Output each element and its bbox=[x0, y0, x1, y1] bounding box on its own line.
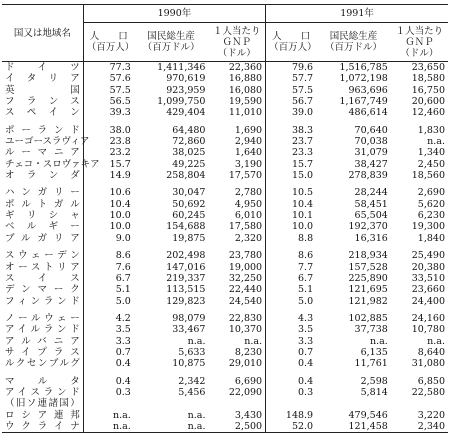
table-row bbox=[2, 181, 448, 198]
per-capita-1991-cell: 33,510 bbox=[411, 272, 445, 284]
population-1990-cell: 5.0 bbox=[115, 295, 131, 307]
table-row bbox=[2, 324, 448, 335]
table-body bbox=[2, 62, 448, 433]
per-capita-1990-cell: 8,230 bbox=[208, 347, 265, 358]
table-row bbox=[2, 307, 448, 324]
per-capita-1990-cell: 17,570 bbox=[208, 170, 265, 181]
population-1991-cell: 4.3 bbox=[298, 312, 314, 324]
table-row bbox=[2, 262, 448, 273]
country-name: チェコ・スロヴァキア bbox=[2, 159, 83, 170]
gnp-1991-cell: 963,696 bbox=[348, 84, 388, 96]
per-capita-1991-cell: 20,380 bbox=[411, 261, 445, 273]
population-1991-cell: 6.7 bbox=[298, 272, 314, 284]
per-capita-1990-cell: 11,010 bbox=[208, 107, 265, 118]
country-name: ロシア連邦 bbox=[2, 410, 83, 421]
gnp-1990-cell: 129,823 bbox=[166, 295, 206, 307]
gnp-1991-cell: 192,370 bbox=[348, 221, 388, 233]
country-name: サイプラス bbox=[2, 347, 83, 358]
table-row bbox=[2, 273, 448, 284]
population-1991-header: 人 口 （百万人） bbox=[266, 23, 317, 62]
gnp-1990-cell: 30,047 bbox=[172, 187, 206, 199]
per-capita-1990-cell: n.a. bbox=[208, 336, 265, 347]
table-row bbox=[2, 358, 448, 369]
country-name: スペイン bbox=[2, 107, 83, 118]
gnp-1990-cell: 202,498 bbox=[166, 250, 206, 262]
gnp-1990-cell: 113,515 bbox=[166, 284, 206, 296]
gnp-1990-cell: 64,480 bbox=[172, 124, 206, 136]
table-row bbox=[2, 347, 448, 358]
per-capita-1991-cell: 10,780 bbox=[411, 324, 445, 336]
population-1990-cell: 56.5 bbox=[109, 96, 131, 108]
table-row bbox=[2, 73, 448, 84]
table-row bbox=[2, 199, 448, 210]
gnp-1991-cell: 38,427 bbox=[354, 158, 388, 170]
population-1991-cell: 57.7 bbox=[291, 73, 314, 85]
gnp-1991-cell: 278,839 bbox=[348, 170, 388, 182]
per-capita-1990-cell: 3,430 bbox=[208, 410, 265, 421]
per-capita-1991-cell: 18,580 bbox=[411, 73, 445, 85]
country-name: オーストリア bbox=[2, 262, 83, 273]
year-1990-header: 1990年 bbox=[83, 5, 265, 23]
table-row bbox=[2, 336, 448, 347]
gnp-1990-cell: n.a. bbox=[187, 420, 206, 432]
gnp-1990-cell bbox=[134, 398, 209, 409]
per-capita-1991-cell: 23,660 bbox=[411, 284, 445, 296]
per-capita-1990-cell: 2,940 bbox=[208, 136, 265, 147]
population-1990-cell: 3.3 bbox=[115, 335, 131, 347]
per-capita-1990-cell: 1,690 bbox=[208, 119, 265, 136]
table-row bbox=[2, 296, 448, 307]
per-capita-1991-cell: 19,300 bbox=[411, 221, 445, 233]
country-name: ブルガリア bbox=[2, 233, 83, 244]
population-1990-cell: 0.4 bbox=[115, 358, 131, 370]
population-1991-cell: 23.3 bbox=[291, 147, 314, 159]
gnp-1991-cell: 58,451 bbox=[354, 198, 388, 210]
gnp-1991-cell: 37,738 bbox=[354, 324, 388, 336]
country-name: ベルギー bbox=[2, 221, 83, 232]
population-1990-cell: 9.0 bbox=[115, 232, 131, 244]
gnp-1991-cell bbox=[316, 398, 391, 409]
table-row bbox=[2, 85, 448, 96]
gnp-1991-cell: 1,072,198 bbox=[339, 73, 388, 85]
population-1990-cell: 77.3 bbox=[109, 62, 131, 73]
year-1991-header: 1991年 bbox=[266, 5, 448, 23]
per-capita-1990-cell: 19,590 bbox=[208, 96, 265, 107]
gnp-1991-cell: 1,516,785 bbox=[339, 62, 388, 73]
gnp-1991-cell: 486,614 bbox=[348, 107, 388, 119]
country-name: （旧ソ連諸国） bbox=[2, 398, 83, 409]
population-1991-cell: 15.7 bbox=[291, 158, 314, 170]
per-capita-1990-cell: 10,370 bbox=[208, 324, 265, 335]
country-name: デンマーク bbox=[2, 284, 83, 295]
gnp-1990-cell: 154,688 bbox=[166, 221, 206, 233]
population-1991-cell: 56.7 bbox=[291, 96, 314, 108]
per-capita-1990-cell: 2,500 bbox=[208, 421, 265, 433]
per-capita-1990-cell: 1,640 bbox=[208, 147, 265, 158]
gnp-1991-cell: 1,167,749 bbox=[339, 96, 388, 108]
population-1990-cell: 39.3 bbox=[109, 107, 131, 119]
country-name: ポルトガル bbox=[2, 199, 83, 210]
per-capita-1990-cell: 3,190 bbox=[208, 159, 265, 170]
gnp-1991-header: 国民総生産 （百万ドル） bbox=[316, 23, 391, 62]
population-1990-cell: 10.0 bbox=[109, 221, 131, 233]
gnp-1990-cell: 5,456 bbox=[178, 386, 206, 398]
population-1990-cell: 10.6 bbox=[109, 187, 131, 199]
per-capita-1991-cell: 12,460 bbox=[411, 107, 445, 119]
population-1990-cell: 57.5 bbox=[109, 84, 131, 96]
table-row bbox=[2, 210, 448, 221]
population-1990-cell: 4.2 bbox=[115, 312, 131, 324]
country-name: ギリシャ bbox=[2, 210, 83, 221]
per-capita-1991-cell: 2,450 bbox=[417, 158, 445, 170]
gnp-1991-cell: 121,982 bbox=[348, 295, 388, 307]
per-capita-1990-cell: 23,780 bbox=[208, 244, 265, 261]
table-row bbox=[2, 398, 448, 409]
table-row bbox=[2, 62, 448, 74]
per-capita-1990-cell: 4,950 bbox=[208, 199, 265, 210]
population-1991-cell: 8.8 bbox=[298, 232, 314, 244]
population-1991-cell: 0.4 bbox=[298, 358, 314, 370]
country-name: スウェーデン bbox=[2, 244, 83, 261]
per-capita-1991-cell: 23,650 bbox=[411, 62, 445, 73]
gnp-1991-cell: 121,695 bbox=[348, 284, 388, 296]
country-name: オランダ bbox=[2, 170, 83, 181]
population-1990-cell: 0.3 bbox=[115, 386, 131, 398]
country-name: ポーランド bbox=[2, 119, 83, 136]
population-1991-cell: 10.1 bbox=[291, 210, 314, 222]
per-capita-1991-cell: 8,640 bbox=[417, 346, 445, 358]
country-name: アルバニア bbox=[2, 336, 83, 347]
per-capita-1990-header: １人当たり ＧＮＰ （ドル） bbox=[208, 23, 265, 62]
population-1990-cell: 10.0 bbox=[109, 210, 131, 222]
population-1990-cell: 0.4 bbox=[115, 375, 131, 387]
per-capita-1991-cell bbox=[391, 398, 448, 409]
country-name: マルタ bbox=[2, 370, 83, 387]
table-row bbox=[2, 387, 448, 398]
population-1991-cell: 3.3 bbox=[298, 335, 314, 347]
population-1991-cell: 57.5 bbox=[291, 84, 314, 96]
gnp-1991-cell: 2,598 bbox=[360, 375, 388, 387]
per-capita-1990-cell: 6,690 bbox=[208, 370, 265, 387]
population-1991-cell: 10.5 bbox=[291, 187, 314, 199]
per-capita-1990-cell: 16,080 bbox=[208, 85, 265, 96]
per-capita-1991-cell: 1,340 bbox=[417, 147, 445, 159]
country-name: アイルランド bbox=[2, 324, 83, 335]
per-capita-1990-cell: 19,000 bbox=[208, 262, 265, 273]
gnp-1991-cell: 16,316 bbox=[354, 232, 388, 244]
gnp-1990-header: 国民総生産 （百万ドル） bbox=[134, 23, 209, 62]
country-name: ルクセンブルグ bbox=[2, 358, 83, 369]
population-1991-cell: 39.0 bbox=[291, 107, 314, 119]
table-row bbox=[2, 370, 448, 387]
gnp-1991-cell: 28,244 bbox=[354, 187, 388, 199]
per-capita-1990-cell: 2,320 bbox=[208, 233, 265, 244]
population-1990-cell: 8.6 bbox=[115, 250, 131, 262]
table-row bbox=[2, 136, 448, 147]
gnp-1990-cell: 5,633 bbox=[178, 346, 206, 358]
gnp-1991-cell: 11,761 bbox=[354, 358, 388, 370]
gnp-1990-cell: 10,875 bbox=[172, 358, 206, 370]
gnp-1990-cell: n.a. bbox=[187, 409, 206, 421]
population-1991-cell: 0.3 bbox=[298, 386, 314, 398]
gnp-1990-cell: 50,692 bbox=[172, 198, 206, 210]
gnp-1990-cell: 72,860 bbox=[172, 136, 206, 148]
per-capita-1990-cell: 24,540 bbox=[208, 296, 265, 307]
population-1990-cell: 7.6 bbox=[115, 261, 131, 273]
per-capita-1990-cell: 22,090 bbox=[208, 387, 265, 398]
europe-gnp-table bbox=[2, 4, 448, 433]
per-capita-1990-cell: 2,780 bbox=[208, 181, 265, 198]
per-capita-1991-cell: 6,230 bbox=[417, 210, 445, 222]
gnp-1991-cell: 5,814 bbox=[360, 386, 388, 398]
population-1990-cell bbox=[83, 398, 134, 409]
population-1990-cell: 38.0 bbox=[109, 124, 131, 136]
gnp-1991-cell: 70,640 bbox=[354, 124, 388, 136]
gnp-1990-cell: 147,016 bbox=[166, 261, 206, 273]
gnp-1991-cell: 70,038 bbox=[354, 136, 388, 148]
per-capita-1991-cell: 1,830 bbox=[417, 124, 445, 136]
population-1991-cell: 5.1 bbox=[298, 284, 314, 296]
gnp-1991-cell: 102,885 bbox=[348, 312, 388, 324]
per-capita-1991-cell: 3,220 bbox=[417, 409, 445, 421]
per-capita-1990-cell bbox=[208, 398, 265, 409]
per-capita-1991-cell: 20,600 bbox=[411, 96, 445, 108]
table-row bbox=[2, 221, 448, 232]
per-capita-1990-cell: 22,830 bbox=[208, 307, 265, 324]
table-row bbox=[2, 170, 448, 181]
country-name: イタリア bbox=[2, 73, 83, 84]
population-1990-cell: 10.4 bbox=[109, 198, 131, 210]
population-1991-cell: 5.0 bbox=[298, 295, 314, 307]
country-name: ルーマニア bbox=[2, 147, 83, 158]
population-1991-cell: 38.3 bbox=[291, 124, 314, 136]
population-1991-cell: 7.7 bbox=[298, 261, 314, 273]
gnp-1990-cell: 258,804 bbox=[166, 170, 206, 182]
population-1990-header: 人 口 （百万人） bbox=[83, 23, 134, 62]
population-1991-cell: 8.6 bbox=[298, 250, 314, 262]
population-1990-cell: n.a. bbox=[112, 420, 131, 432]
country-name: アイスランド bbox=[2, 387, 83, 398]
gnp-1990-cell: 33,467 bbox=[172, 324, 206, 336]
table-row bbox=[2, 233, 448, 244]
table-row bbox=[2, 421, 448, 433]
table-row bbox=[2, 410, 448, 421]
gnp-1990-cell: 970,619 bbox=[166, 73, 206, 85]
population-1991-cell: 10.4 bbox=[291, 198, 314, 210]
per-capita-1991-cell: 2,340 bbox=[417, 420, 445, 432]
population-1991-cell: 3.5 bbox=[298, 324, 314, 336]
gnp-1990-cell: 429,404 bbox=[166, 107, 206, 119]
per-capita-1991-cell: n.a. bbox=[427, 335, 445, 347]
gnp-1990-cell: 923,959 bbox=[166, 84, 206, 96]
table-row bbox=[2, 284, 448, 295]
country-name: ノールウェー bbox=[2, 307, 83, 324]
per-capita-1991-header: １人当たり ＧＮＰ （ドル） bbox=[391, 23, 448, 62]
population-1991-cell: 148.9 bbox=[285, 409, 314, 421]
per-capita-1990-cell: 6,010 bbox=[208, 210, 265, 221]
table-row bbox=[2, 119, 448, 136]
population-1990-cell: 0.7 bbox=[115, 346, 131, 358]
country-name: フィンランド bbox=[2, 296, 83, 307]
population-1990-cell: 3.5 bbox=[115, 324, 131, 336]
per-capita-1990-cell: 22,360 bbox=[208, 62, 265, 74]
table-row bbox=[2, 107, 448, 118]
gnp-1991-cell: 65,504 bbox=[354, 210, 388, 222]
gnp-1991-cell: 479,546 bbox=[348, 409, 388, 421]
gnp-1990-cell: 60,245 bbox=[172, 210, 206, 222]
table-row bbox=[2, 96, 448, 107]
per-capita-1990-cell: 32,250 bbox=[208, 273, 265, 284]
country-name: スイス bbox=[2, 273, 83, 284]
per-capita-1991-cell: 2,690 bbox=[417, 187, 445, 199]
population-1991-cell: 79.6 bbox=[291, 62, 314, 73]
country-name: ウクライナ bbox=[2, 421, 83, 433]
per-capita-1991-cell: 18,560 bbox=[411, 170, 445, 182]
per-capita-1991-cell: 25,490 bbox=[411, 250, 445, 262]
country-name: フランス bbox=[2, 96, 83, 107]
per-capita-1991-cell: 6,850 bbox=[417, 375, 445, 387]
gnp-1990-cell: 219,337 bbox=[166, 272, 206, 284]
gnp-1991-cell: 225,890 bbox=[348, 272, 388, 284]
population-1991-cell: 15.0 bbox=[291, 170, 314, 182]
per-capita-1991-cell: 5,620 bbox=[417, 198, 445, 210]
country-name: ドイツ bbox=[2, 62, 83, 74]
table-row bbox=[2, 244, 448, 261]
gnp-1991-cell: 157,528 bbox=[348, 261, 388, 273]
gnp-1990-cell: 19,875 bbox=[172, 232, 206, 244]
gnp-1990-cell: n.a. bbox=[187, 335, 206, 347]
gnp-1990-cell: 49,225 bbox=[172, 158, 206, 170]
population-1990-cell: 14.9 bbox=[109, 170, 131, 182]
population-1991-cell: 52.0 bbox=[291, 420, 314, 432]
gnp-1991-cell: 218,934 bbox=[348, 250, 388, 262]
per-capita-1990-cell: 29,010 bbox=[208, 358, 265, 369]
per-capita-1991-cell: 1,840 bbox=[417, 232, 445, 244]
population-1991-cell: 23.7 bbox=[291, 136, 314, 148]
gnp-1991-cell: 121,458 bbox=[348, 420, 388, 432]
per-capita-1990-cell: 22,440 bbox=[208, 284, 265, 295]
per-capita-1990-cell: 16,880 bbox=[208, 73, 265, 84]
per-capita-1991-cell: 24,400 bbox=[411, 295, 445, 307]
gnp-1990-cell: 38,025 bbox=[172, 147, 206, 159]
population-1991-cell: 0.7 bbox=[298, 346, 314, 358]
per-capita-1990-cell: 17,580 bbox=[208, 221, 265, 232]
population-1990-cell: 15.7 bbox=[109, 158, 131, 170]
gnp-1990-cell: 2,342 bbox=[178, 375, 206, 387]
country-column-header: 国又は地域名 bbox=[2, 5, 83, 62]
population-1990-cell: 5.1 bbox=[115, 284, 131, 296]
per-capita-1991-cell: 24,160 bbox=[411, 312, 445, 324]
population-1991-cell: 0.4 bbox=[298, 375, 314, 387]
per-capita-1991-cell: 16,750 bbox=[411, 84, 445, 96]
gnp-1990-cell: 1,099,750 bbox=[157, 96, 206, 108]
per-capita-1991-cell: n.a. bbox=[427, 136, 445, 148]
table-header bbox=[2, 5, 448, 62]
per-capita-1991-cell: 31,080 bbox=[411, 358, 445, 370]
gnp-1990-cell: 98,079 bbox=[172, 312, 206, 324]
country-name: 英国 bbox=[2, 85, 83, 96]
population-1991-cell: 10.0 bbox=[291, 221, 314, 233]
population-1990-cell: 23.2 bbox=[109, 147, 131, 159]
per-capita-1991-cell: 22,580 bbox=[411, 386, 445, 398]
population-1990-cell: n.a. bbox=[112, 409, 131, 421]
gnp-1991-cell: 31,079 bbox=[354, 147, 388, 159]
gnp-1990-cell: 1,411,346 bbox=[157, 62, 206, 73]
population-1990-cell: 57.6 bbox=[109, 73, 131, 85]
population-1990-cell: 6.7 bbox=[115, 272, 131, 284]
gnp-1991-cell: n.a. bbox=[369, 335, 388, 347]
country-name: ハンガリー bbox=[2, 181, 83, 198]
population-1990-cell: 23.8 bbox=[109, 136, 131, 148]
population-1991-cell bbox=[266, 398, 317, 409]
gnp-1991-cell: 6,135 bbox=[360, 346, 388, 358]
table-row bbox=[2, 147, 448, 158]
table-row bbox=[2, 159, 448, 170]
country-name: ユーゴースラヴィア bbox=[2, 136, 83, 147]
